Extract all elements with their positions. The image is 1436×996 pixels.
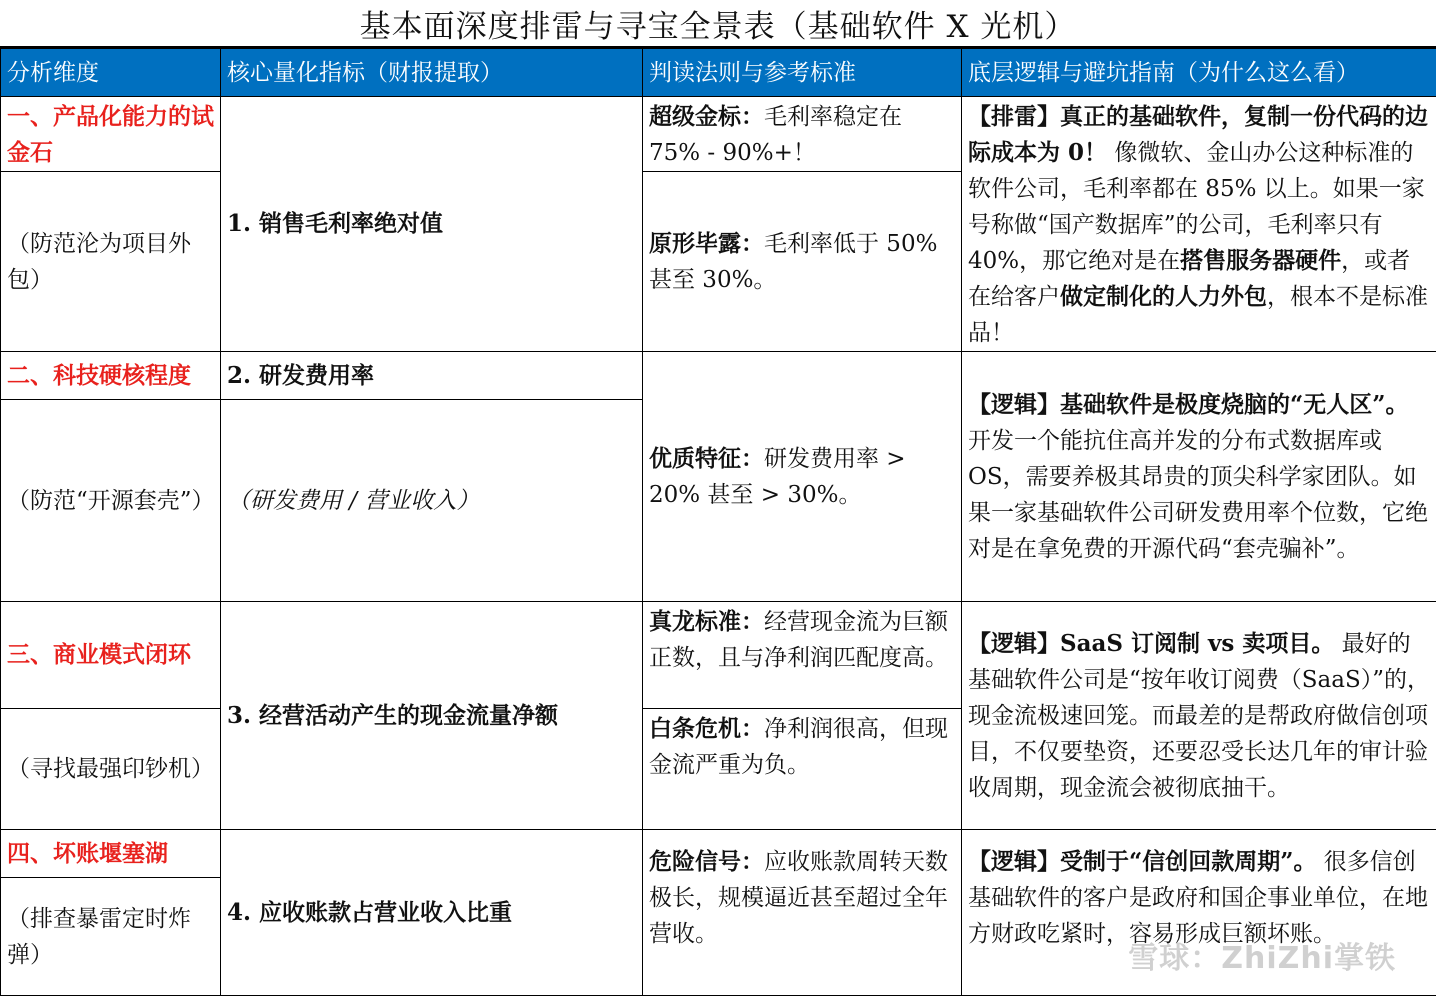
header-rule: 判读法则与参考标准 <box>643 49 962 97</box>
logic-bold: 搭售服务器硬件 <box>1180 247 1341 274</box>
rule-cell <box>643 352 962 602</box>
table-row <box>1 830 1436 878</box>
logic-text: 最好的基础软件公司是“按年收订阅费（SaaS）”的，现金流极速回笼。而最差的是帮政府做信创项目，不仅要垫资，还要忍受长达几年的审计验收周期，现金流会被彻底抽干。 <box>968 631 1430 801</box>
logic-cell <box>962 97 1436 352</box>
rule-cell <box>643 830 962 996</box>
analysis-table <box>0 48 1436 996</box>
rule-text: 净利润很高，但现金流严重为负。 <box>649 716 948 778</box>
dimension-title: 四、坏账堰塞湖 <box>1 830 221 878</box>
dimension-subtitle: （防范沦为项目外包） <box>1 172 221 352</box>
logic-bold: 真正的基础软件，复制一份代码的边际成本为 0！ <box>968 103 1428 166</box>
rule-key: 真龙标准： <box>649 608 764 635</box>
rule-key: 优质特征： <box>649 445 764 472</box>
dimension-subtitle: （防范“开源套壳”） <box>1 400 221 602</box>
logic-text: 像微软、金山办公这种标准的软件公司，毛利率都在 85% 以上。如果一家号称做“国产数据库”的公司，毛利率只有 40%，那它绝对是在 <box>968 140 1425 274</box>
metric-cell: 1. 销售毛利率绝对值 <box>221 97 643 352</box>
logic-text: 开发一个能抗住高并发的分布式数据库或 OS，需要养极其昂贵的顶尖科学家团队。如果一家基础软件公司研发费用率个位数，它绝对是在拿免费的开源代码“套壳骗补”。 <box>968 428 1428 562</box>
logic-tag: 【排雷】 <box>968 103 1060 130</box>
logic-bold: 做定制化的人力外包 <box>1060 283 1267 310</box>
header-row <box>1 49 1436 97</box>
rule-cell <box>643 172 962 352</box>
logic-tag: 【逻辑】 <box>968 391 1060 418</box>
metric-cell: 4. 应收账款占营业收入比重 <box>221 830 643 996</box>
table-row <box>1 97 1436 172</box>
logic-text: ，或者在给客户 <box>968 248 1410 310</box>
rule-key: 超级金标： <box>649 103 764 130</box>
rule-key: 白条危机： <box>649 715 764 742</box>
page-title: 基本面深度排雷与寻宝全景表（基础软件 X 光机） <box>0 0 1436 48</box>
table-row <box>1 352 1436 400</box>
rule-text: 毛利率稳定在 75% - 90%+！ <box>649 104 902 166</box>
rule-text: 应收账款周转天数极长，规模逼近甚至超过全年营收。 <box>649 849 948 947</box>
metric-formula: （研发费用 / 营业收入） <box>221 400 643 602</box>
logic-text: 很多信创基础软件的客户是政府和国企事业单位，在地方财政吃紧时，容易形成巨额坏账。 <box>968 849 1428 947</box>
dimension-title: 三、商业模式闭环 <box>1 602 221 709</box>
logic-bold: SaaS 订阅制 vs 卖项目。 <box>1060 630 1334 657</box>
rule-cell <box>643 602 962 709</box>
logic-tag: 【逻辑】 <box>968 848 1060 875</box>
rule-text: 毛利率低于 50% 甚至 30%。 <box>649 231 937 293</box>
logic-text: ，根本不是标准品！ <box>968 284 1428 346</box>
header-logic: 底层逻辑与避坑指南（为什么这么看） <box>962 49 1436 97</box>
watermark: 雪球：ZhiZhi掌铁 <box>1128 933 1396 977</box>
rule-key: 原形毕露： <box>649 230 764 257</box>
rule-cell <box>643 709 962 830</box>
rule-cell <box>643 97 962 172</box>
metric-cell: 2. 研发费用率 <box>221 352 643 400</box>
logic-tag: 【逻辑】 <box>968 630 1060 657</box>
metric-cell: 3. 经营活动产生的现金流量净额 <box>221 602 643 830</box>
dimension-title: 一、产品化能力的试金石 <box>1 97 221 172</box>
logic-cell <box>962 602 1436 830</box>
header-metric: 核心量化指标（财报提取） <box>221 49 643 97</box>
logic-bold: 基础软件是极度烧脑的“无人区”。 <box>1060 391 1408 418</box>
header-dimension: 分析维度 <box>1 49 221 97</box>
rule-key: 危险信号： <box>649 848 764 875</box>
table-row <box>1 602 1436 709</box>
dimension-subtitle: （排查暴雷定时炸弹） <box>1 878 221 996</box>
dimension-subtitle: （寻找最强印钞机） <box>1 709 221 830</box>
logic-bold: 受制于“信创回款周期”。 <box>1060 848 1316 875</box>
logic-cell <box>962 352 1436 602</box>
dimension-title: 二、科技硬核程度 <box>1 352 221 400</box>
rule-text: 研发费用率 > 20% 甚至 > 30%。 <box>649 446 906 508</box>
rule-text: 经营现金流为巨额正数，且与净利润匹配度高。 <box>649 609 948 671</box>
